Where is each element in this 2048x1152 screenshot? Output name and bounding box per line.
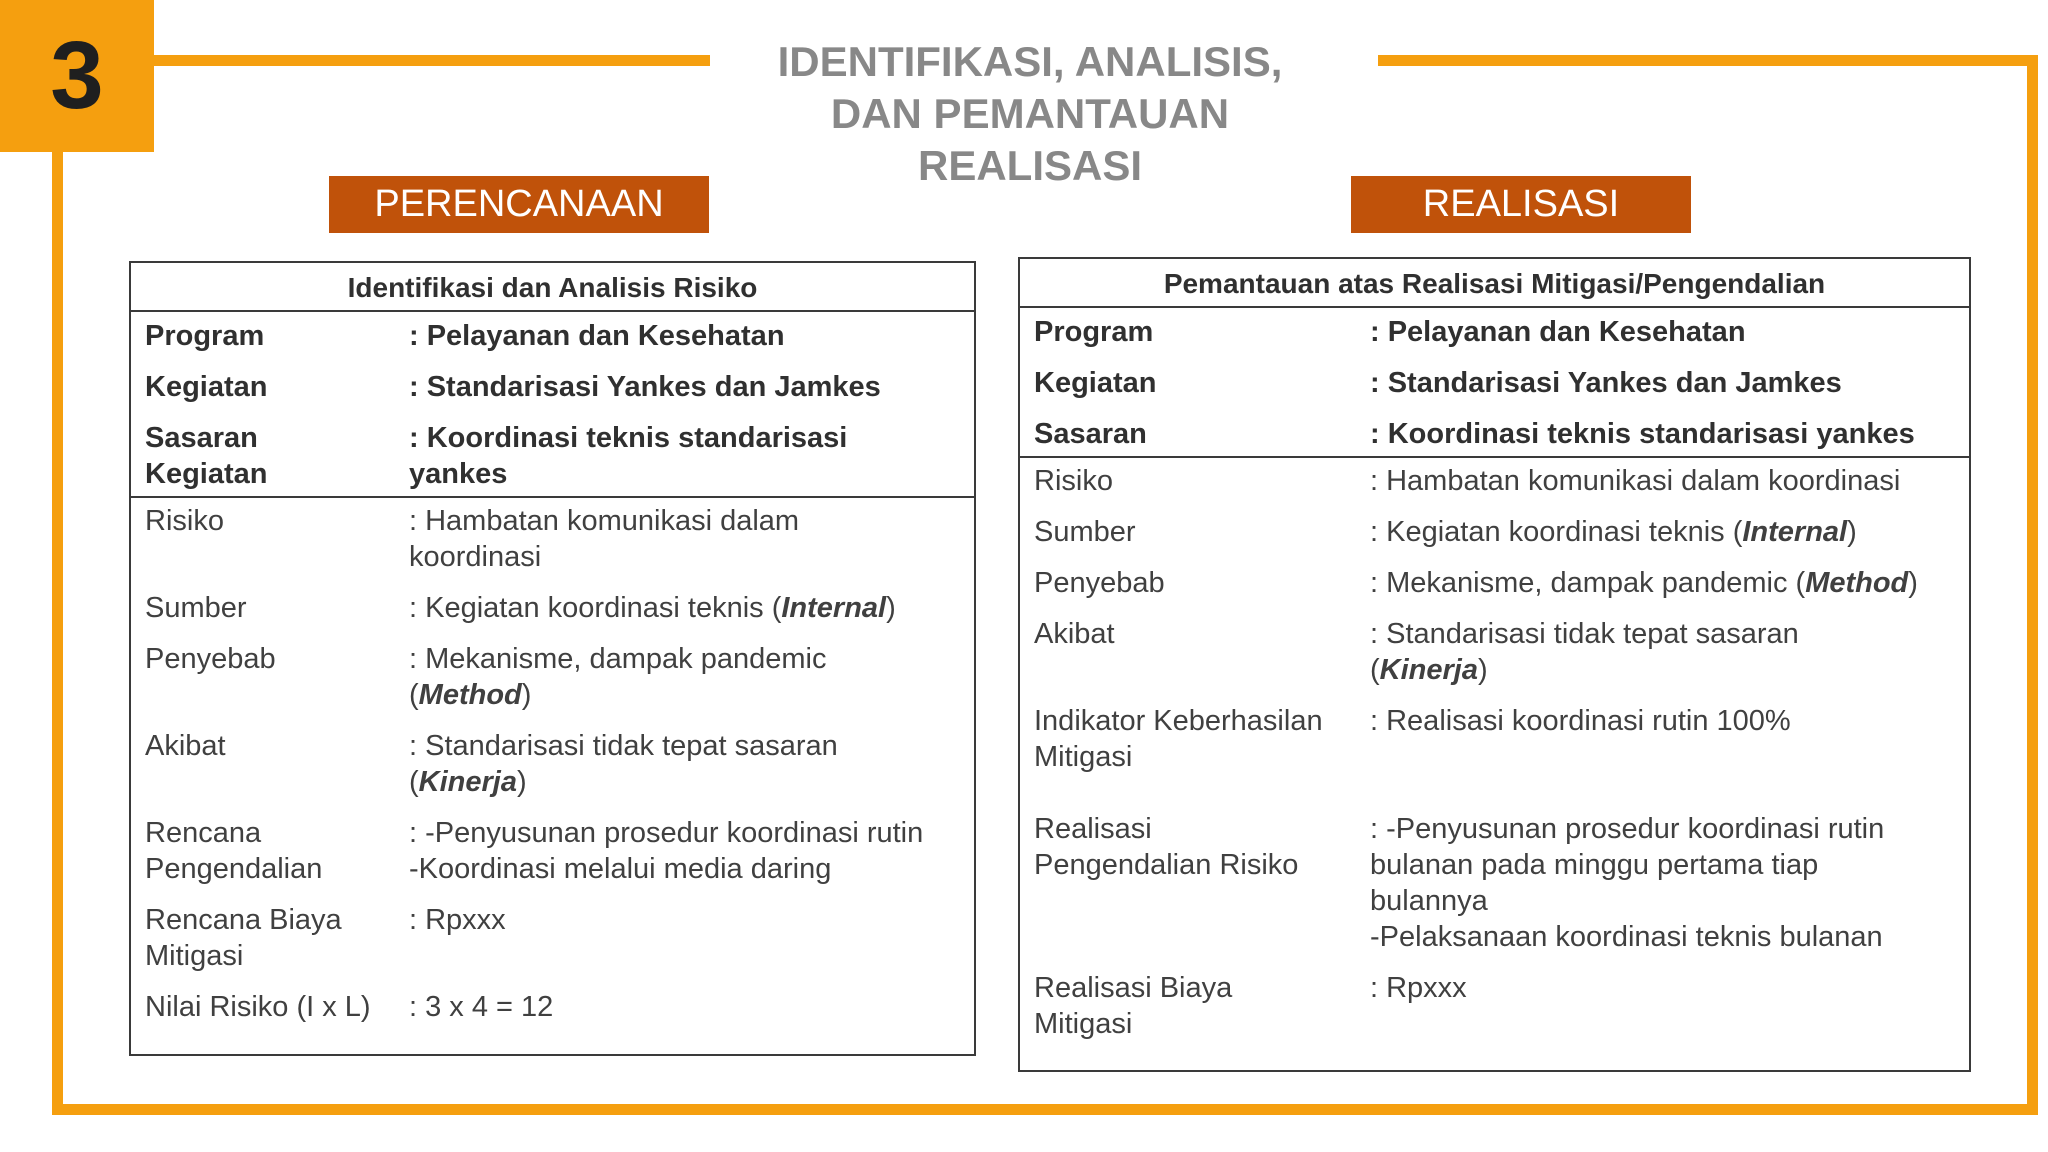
realization-detail-section: [1020, 458, 1969, 1046]
frame-top-left: [150, 55, 710, 66]
row-value: [1370, 463, 1955, 499]
realization-detail-row: [1034, 970, 1955, 1042]
row-value-text: : Rpxxx: [1370, 972, 1467, 1004]
row-value: [1370, 811, 1955, 955]
row-value: [1370, 514, 1955, 550]
planning-header-row: [145, 318, 960, 354]
realization-header-row: [1034, 314, 1955, 350]
row-value-emphasis: Kinerja: [1379, 654, 1478, 686]
row-label: Sumber: [145, 592, 247, 624]
row-label: Sumber: [1034, 516, 1136, 548]
realization-header-row: [1034, 416, 1955, 452]
planning-detail-row: [145, 815, 960, 887]
row-value-text: : Realisasi koordinasi rutin 100%: [1370, 705, 1791, 737]
row-value-suffix: ): [521, 679, 532, 711]
ribbon-perencanaan: PERENCANAAN: [329, 176, 709, 233]
realization-detail-row: [1034, 463, 1955, 499]
row-value-emphasis: Internal: [781, 592, 887, 624]
row-value-text: : Mekanisme, dampak pandemic (: [409, 643, 827, 711]
row-value: [409, 989, 960, 1025]
realization-panel: [1018, 257, 1971, 1072]
planning-detail-row: [145, 503, 960, 575]
planning-detail-row: [145, 728, 960, 800]
row-label: Program: [1034, 316, 1154, 348]
row-value-emphasis: Method: [1805, 567, 1909, 599]
row-label: Akibat: [145, 730, 226, 762]
row-value-emphasis: Method: [418, 679, 522, 711]
row-value: : Pelayanan dan Kesehatan: [409, 320, 785, 352]
realization-header-row: [1034, 365, 1955, 401]
row-value: [1370, 616, 1955, 688]
planning-detail-row: [145, 989, 960, 1025]
row-value: : Pelayanan dan Kesehatan: [1370, 316, 1746, 348]
row-value-emphasis: Kinerja: [418, 766, 517, 798]
realization-detail-row: [1034, 514, 1955, 550]
row-value-text: : Standarisasi tidak tepat sasaran (: [1370, 618, 1799, 686]
row-value-text: : Kegiatan koordinasi teknis (: [409, 592, 782, 624]
ribbon-realisasi: REALISASI: [1351, 176, 1691, 233]
row-value-text: : Standarisasi tidak tepat sasaran (: [409, 730, 838, 798]
row-value: [409, 503, 960, 575]
row-label: Program: [145, 320, 265, 352]
row-value-text: : Hambatan komunikasi dalam koordinasi: [1370, 465, 1901, 497]
realization-header-section: [1020, 308, 1969, 458]
planning-detail-section: [131, 498, 974, 1029]
row-value: [409, 590, 960, 626]
planning-detail-row: [145, 590, 960, 626]
row-value-emphasis: Internal: [1742, 516, 1848, 548]
planning-detail-row: [145, 902, 960, 974]
planning-detail-row: [145, 641, 960, 713]
row-value-suffix: ): [1478, 654, 1488, 686]
row-label: Sasaran: [1034, 418, 1147, 450]
row-label: Kegiatan: [145, 371, 268, 403]
row-value: [1370, 970, 1955, 1042]
realization-detail-row: [1034, 565, 1955, 601]
planning-header-row: [145, 369, 960, 405]
planning-panel-title: Identifikasi dan Analisis Risiko: [131, 263, 974, 312]
row-value: : Standarisasi Yankes dan Jamkes: [1370, 367, 1842, 399]
realization-panel-title: Pemantauan atas Realisasi Mitigasi/Pengendalian: [1020, 259, 1969, 308]
row-label: Realisasi Biaya Mitigasi: [1034, 972, 1233, 1040]
realization-detail-row: [1034, 616, 1955, 688]
planning-header-row: [145, 420, 960, 492]
row-value-text: : Kegiatan koordinasi teknis (: [1370, 516, 1743, 548]
row-label: Rencana Pengendalian: [145, 817, 323, 885]
row-value-suffix: ): [517, 766, 527, 798]
slide-number: 3: [0, 0, 154, 152]
row-label: Akibat: [1034, 618, 1115, 650]
row-value-text: : 3 x 4 = 12: [409, 991, 554, 1023]
realization-detail-row: [1034, 811, 1955, 955]
row-value: [1370, 565, 1955, 601]
row-label: Penyebab: [145, 643, 276, 675]
frame-left: [52, 150, 63, 1115]
row-label: Risiko: [1034, 465, 1113, 497]
row-value-text: : Hambatan komunikasi dalam koordinasi: [409, 505, 800, 573]
row-value: [409, 641, 960, 713]
row-value: : Koordinasi teknis standarisasi yankes: [409, 422, 848, 490]
page-title: [720, 36, 1340, 192]
row-value: [409, 902, 960, 974]
row-label: Realisasi Pengendalian Risiko: [1034, 813, 1299, 881]
row-value-text: : -Penyusunan prosedur koordinasi rutin bulanan pada minggu pertama tiap bulannya -Pelaksanaan koordinasi teknis bulanan: [1370, 813, 1885, 953]
row-value-text: : Rpxxx: [409, 904, 506, 936]
row-label: Risiko: [145, 505, 224, 537]
row-label: Indikator Keberhasilan Mitigasi: [1034, 705, 1323, 773]
row-value: [409, 815, 960, 887]
frame-top-right: [1378, 55, 2038, 66]
row-value-suffix: ): [1908, 567, 1918, 599]
row-label: Penyebab: [1034, 567, 1165, 599]
row-value: : Koordinasi teknis standarisasi yankes: [1370, 418, 1915, 450]
planning-header-section: [131, 312, 974, 498]
row-value-suffix: ): [886, 592, 896, 624]
row-value-text: : Mekanisme, dampak pandemic (: [1370, 567, 1806, 599]
row-value: [1370, 703, 1955, 775]
frame-right: [2027, 55, 2038, 1115]
realization-detail-row: [1034, 703, 1955, 775]
row-label: Sasaran Kegiatan: [145, 422, 268, 490]
row-value: [409, 728, 960, 800]
page-title-text: IDENTIFIKASI, ANALISIS, DAN PEMANTAUAN REALISASI: [777, 38, 1283, 189]
planning-panel: [129, 261, 976, 1056]
row-value-suffix: ): [1847, 516, 1857, 548]
row-label: Nilai Risiko (I x L): [145, 991, 371, 1023]
row-label: Rencana Biaya Mitigasi: [145, 904, 342, 972]
row-label: Kegiatan: [1034, 367, 1157, 399]
row-value-text: : -Penyusunan prosedur koordinasi rutin -Koordinasi melalui media daring: [409, 817, 924, 885]
frame-bottom: [52, 1104, 2038, 1115]
row-value: : Standarisasi Yankes dan Jamkes: [409, 371, 881, 403]
